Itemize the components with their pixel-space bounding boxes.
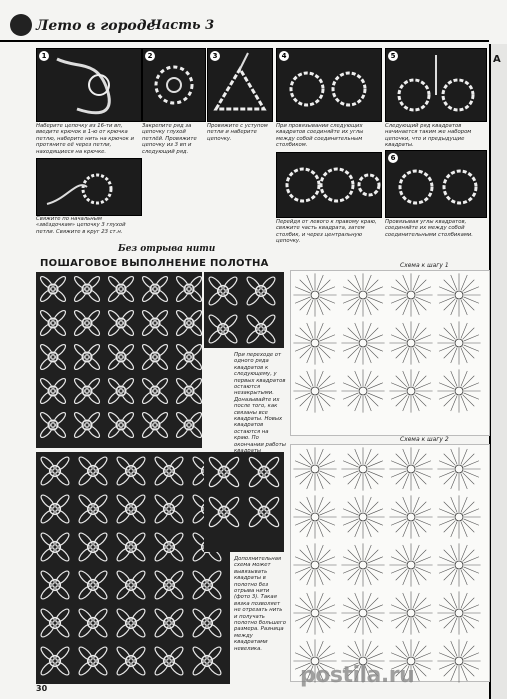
lace-motif	[107, 309, 135, 337]
lace-motif	[153, 645, 185, 677]
step-photo-3	[207, 48, 273, 122]
lace-photo-top	[36, 272, 202, 448]
step-caption-2: Закрепите ряд за цепочку глухой петлёй. Провяжите цепочку из 3 вп и следующий ряд.	[142, 123, 197, 155]
lace-motif	[245, 313, 277, 345]
page-number: 30	[36, 684, 48, 693]
lace-motif	[191, 569, 223, 601]
lace-motif	[39, 531, 71, 563]
lace-motif	[115, 531, 147, 563]
step-photo-5	[385, 48, 487, 122]
lace-motif	[73, 343, 101, 371]
side-tab	[489, 44, 507, 699]
scheme2-label: Схема к шагу 2	[400, 436, 449, 443]
scheme-motif	[341, 369, 384, 412]
scheme-motif	[389, 273, 432, 316]
lace-motif	[39, 607, 71, 639]
lace-motif	[175, 411, 203, 439]
scheme-motif	[437, 495, 480, 538]
lace-motif	[115, 569, 147, 601]
bottom-note: Дополнительная схема может вывязывать квадраты в полотно без отрыва нити (фото 3). Такая вязка позволяет не отрезать нить и получать полотно большего размера. Разница между квадратами невелика.	[234, 556, 286, 652]
side-tab-label: А	[493, 54, 501, 65]
step-number: 6	[388, 153, 398, 163]
lace-motif	[39, 343, 67, 371]
lace-motif	[77, 531, 109, 563]
scheme-motif	[389, 591, 432, 634]
lace-motif	[77, 645, 109, 677]
lace-motif	[207, 313, 239, 345]
step-number: 5	[388, 51, 398, 61]
lace-motif	[73, 275, 101, 303]
scheme-motif	[389, 369, 432, 412]
scheme-motif	[293, 543, 336, 586]
scheme-motif	[293, 369, 336, 412]
scheme-motif	[437, 543, 480, 586]
lace-motif	[73, 309, 101, 337]
section-title: ПОШАГОВОЕ ВЫПОЛНЕНИЕ ПОЛОТНА	[40, 258, 269, 269]
step-photo-2	[142, 48, 206, 122]
scheme-motif	[293, 321, 336, 364]
step-photo-1	[36, 48, 142, 122]
lace-motif	[77, 455, 109, 487]
lace-motif	[77, 493, 109, 525]
step-join-caption: Перейдя от левого к правому краю, свяжите часть квадрата, затем столбик, и через центральную цепочку.	[276, 219, 377, 245]
scheme-motif	[437, 273, 480, 316]
section-subtitle: Без отрыва нити	[118, 244, 216, 254]
step-caption-5: Следующий ряд квадратов начинается таким же набором цепочки, что и предыдущие квадраты.	[385, 123, 472, 149]
scheme-motif	[293, 447, 336, 490]
lace-motif	[141, 275, 169, 303]
lace-motif	[191, 607, 223, 639]
scheme-motif	[341, 273, 384, 316]
lace-motif	[39, 411, 67, 439]
step-number: 2	[145, 51, 155, 61]
scheme-motif	[437, 591, 480, 634]
lace-motif	[39, 275, 67, 303]
scheme-motif	[437, 321, 480, 364]
step-caption-1: Наберите цепочку из 16-ти вп, введите крючок в 1-ю от крючка петлю, наберите нить на крючок и протяните её через петли, находящиеся на крючке.	[36, 123, 134, 155]
lace-motif	[207, 275, 239, 307]
lace-motif	[115, 645, 147, 677]
lace-motif	[175, 377, 203, 405]
lace-motif	[77, 607, 109, 639]
lace-motif	[115, 455, 147, 487]
lace-motif	[39, 569, 71, 601]
lace-motif	[175, 309, 203, 337]
lace-motif	[153, 493, 185, 525]
lace-motif	[107, 275, 135, 303]
crochet-scheme-1	[290, 270, 490, 436]
step-number: 1	[39, 51, 49, 61]
lace-motif	[175, 275, 203, 303]
scheme-motif	[341, 495, 384, 538]
scheme-motif	[293, 273, 336, 316]
lace-motif	[153, 607, 185, 639]
lace-motif	[115, 607, 147, 639]
scheme-motif	[341, 591, 384, 634]
lace-motif	[39, 309, 67, 337]
scheme1-label: Схема к шагу 1	[400, 262, 449, 269]
lace-motif	[39, 455, 71, 487]
lace-motif	[141, 343, 169, 371]
lace-motif	[153, 569, 185, 601]
lace-motif	[107, 411, 135, 439]
scheme-motif	[437, 369, 480, 412]
header-part: Часть 3	[150, 18, 215, 33]
page-header	[0, 0, 505, 44]
photo-small-caption: Свяжите по начальным «звёздочкам» цепочку 3 глухой петли. Свяжите в круг 23 ст.н.	[36, 216, 126, 235]
scheme-motif	[437, 639, 480, 682]
lace-motif	[153, 531, 185, 563]
lace-photo-detail-bottom	[204, 452, 284, 552]
scheme-motif	[341, 543, 384, 586]
watermark: postila.ru	[300, 663, 415, 688]
scheme-motif	[389, 543, 432, 586]
step-photo-4	[276, 48, 382, 122]
lace-motif	[153, 455, 185, 487]
crochet-scheme-2	[290, 444, 490, 682]
lace-motif	[141, 377, 169, 405]
side-note: При переходе от одного ряда квадратов к следующему, у первых квадратов остаются незакрытыми. Доназывайте их после того, как связаны все квадраты. Новых квадратов остаются на краю. По окончании работы	[234, 352, 286, 448]
lace-motif	[141, 309, 169, 337]
scheme-motif	[437, 447, 480, 490]
scheme-motif	[389, 447, 432, 490]
section-logo-icon	[10, 14, 32, 36]
lace-motif	[107, 343, 135, 371]
step-caption-3: Провяжите с уступом петли и наберите цепочку.	[207, 123, 268, 142]
scheme-motif	[341, 321, 384, 364]
lace-motif	[39, 377, 67, 405]
lace-motif	[247, 455, 280, 488]
lace-motif	[247, 495, 280, 528]
lace-motif	[39, 493, 71, 525]
lace-motif	[207, 455, 240, 488]
lace-photo-detail-top	[204, 272, 284, 348]
lace-motif	[107, 377, 135, 405]
scheme-motif	[389, 321, 432, 364]
scheme-motif	[293, 495, 336, 538]
lace-motif	[73, 411, 101, 439]
lace-motif	[141, 411, 169, 439]
lace-motif	[191, 645, 223, 677]
step-photo-join	[276, 152, 382, 218]
step-number: 3	[210, 51, 220, 61]
scheme-motif	[341, 447, 384, 490]
lace-motif	[175, 343, 203, 371]
scheme-motif	[293, 591, 336, 634]
lace-motif	[77, 569, 109, 601]
step-caption-6: Провязывая углы квадратов, соединяйте их между собой соединительными столбиками.	[385, 219, 473, 238]
step-photo-small	[36, 158, 142, 216]
lace-motif	[73, 377, 101, 405]
lace-motif	[207, 495, 240, 528]
lace-motif	[115, 493, 147, 525]
header-rule	[0, 40, 489, 43]
scheme-motif	[389, 495, 432, 538]
step-photo-6	[385, 150, 487, 218]
lace-photo-bottom	[36, 452, 230, 684]
step-caption-4: При провязывании следующих квадратов соединяйте их углы между собой соединительным столбиком.	[276, 123, 364, 149]
lace-motif	[245, 275, 277, 307]
lace-motif	[39, 645, 71, 677]
step-number: 4	[279, 51, 289, 61]
header-title: Лето в городе	[36, 18, 156, 34]
